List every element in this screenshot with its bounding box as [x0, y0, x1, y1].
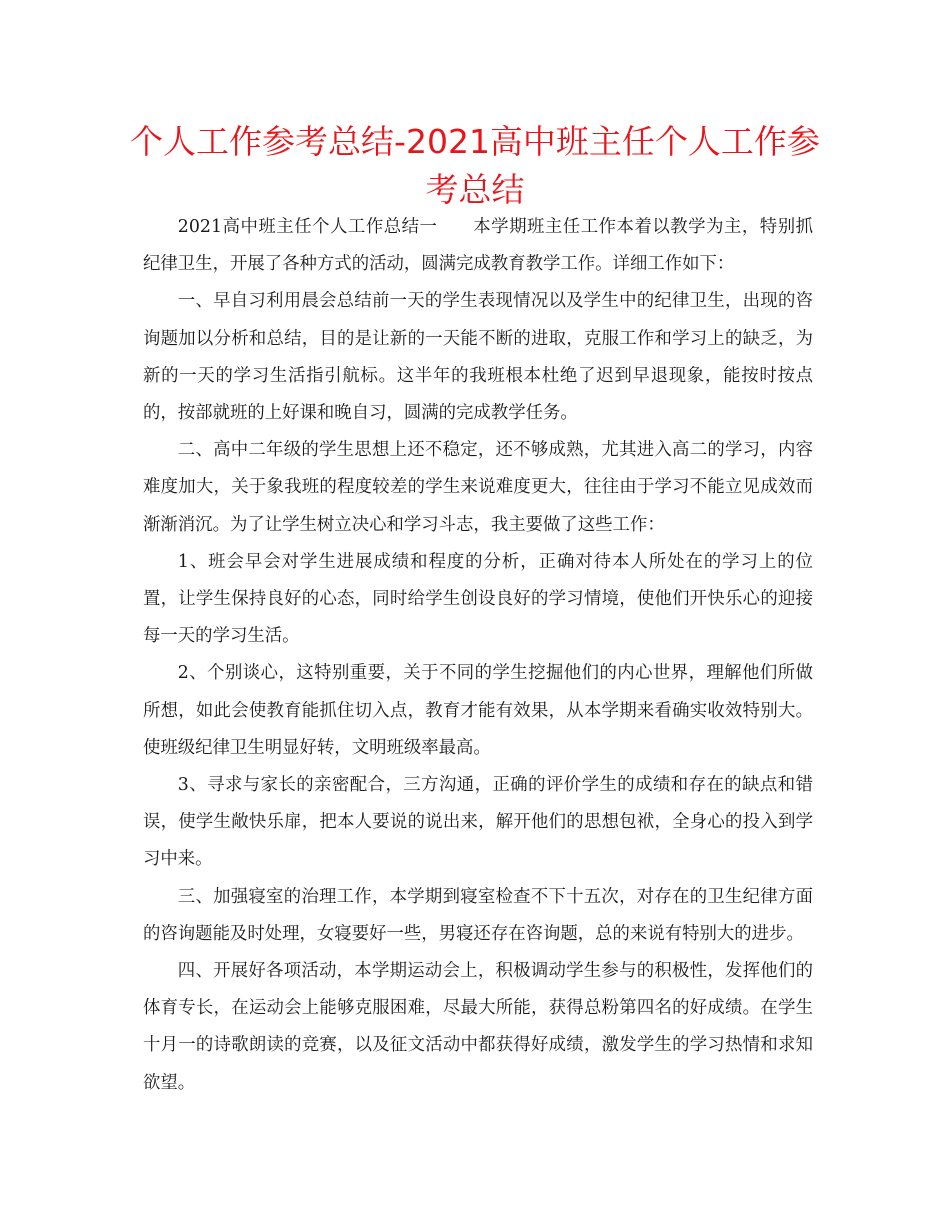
paragraph-item-1: 1、班会早会对学生进展成绩和程度的分析，正确对待本人所处在的学习上的位置，让学生保持良好的心态，同时给学生创设良好的学习情境，使他们开快乐心的迎接每一天的学习生活。 [143, 551, 813, 647]
paragraph-section-4: 四、开展好各项活动，本学期运动会上，积极调动学生参与的积极性，发挥他们的体育专长，在运动会上能够克服困难，尽最大所能，获得总粉第四名的好成绩。在学生十月一的诗歌朗读的竞赛，以及征文活动中都获得好成绩，激发学生的学习热情和求知欲望。 [143, 961, 813, 1093]
paragraph-item-2: 2、个别谈心，这特别重要，关于不同的学生挖掘他们的内心世界，理解他们所做所想，如此会使教育能抓住切入点，教育才能有效果，从本学期来看确实收效特别大。使班级纪律卫生明显好转，文明班级率最高。 [143, 663, 813, 758]
paragraph-section-1: 一、早自习利用晨会总结前一天的学生表现情况以及学生中的纪律卫生，出现的咨询题加以分析和总结，目的是让新的一天能不断的进取，克服工作和学习上的缺乏，为新的一天的学习生活指引航标。这半年的我班根本杜绝了迟到早退现象，能按时按点的，按部就班的上好课和晚自习，圆满的完成教学任务。 [143, 291, 813, 424]
paragraph-section-2: 二、高中二年级的学生思想上还不稳定，还不够成熟，尤其进入高二的学习，内容难度加大，关于象我班的程度较差的学生来说难度更大，往往由于学习不能立见成效而渐渐消沉。为了让学生树立决心和学习斗志，我主要做了这些工作： [143, 440, 813, 535]
paragraph-intro: 2021高中班主任个人工作总结一 本学期班主任工作本着以教学为主，特别抓纪律卫生，开展了各种方式的活动，圆满完成教育教学工作。详细工作如下： [143, 217, 813, 275]
paragraph-section-3: 三、加强寝室的治理工作，本学期到寝室检查不下十五次，对存在的卫生纪律方面的咨询题能及时处理，女寝要好一些，男寝还存在咨询题，总的来说有特别大的进步。 [143, 886, 813, 944]
document-title: 个人工作参考总结-2021高中班主任个人工作参考总结 [130, 122, 820, 209]
document-body [143, 209, 813, 1102]
paragraph-item-3: 3、寻求与家长的亲密配合，三方沟通，正确的评价学生的成绩和存在的缺点和错误，使学生敞快乐扉，把本人要说的说出来，解开他们的思想包袱，全身心的投入到学习中来。 [143, 775, 813, 870]
